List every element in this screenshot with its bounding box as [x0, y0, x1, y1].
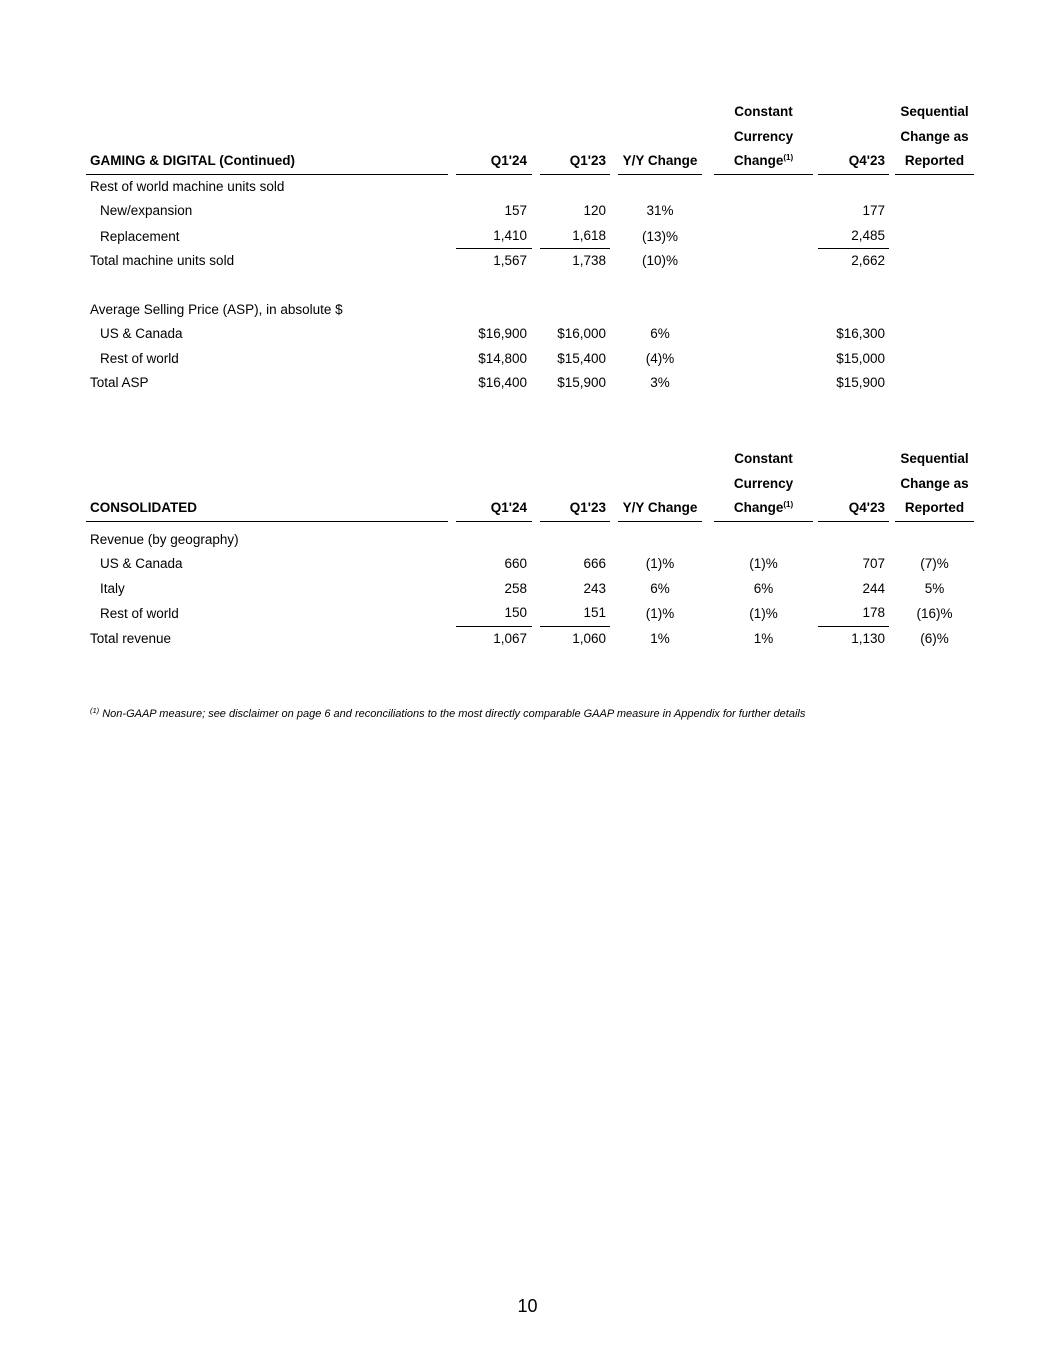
- cell-q1-23: $16,000: [557, 326, 606, 341]
- cell-cc-change: (1)%: [749, 556, 778, 571]
- cell-cc-change: [714, 249, 813, 274]
- cell-yy-change: (10)%: [641, 253, 678, 268]
- table-row: [86, 577, 974, 602]
- cell-q1-24: 1,067: [493, 630, 527, 646]
- section-heading: Average Selling Price (ASP), in absolute $: [90, 301, 343, 317]
- footnote-text: Non-GAAP measure; see disclaimer on page 6 and reconciliations to the most directly comparable GAAP measure in Appendix for further details: [99, 708, 806, 720]
- cell-q1-24: 150: [456, 601, 532, 627]
- header-q1-24: Q1'24: [456, 496, 532, 522]
- cell-q1-23: 243: [583, 580, 606, 596]
- cell-q1-23: $15,900: [557, 375, 606, 390]
- consolidated-table: [86, 447, 974, 651]
- row-label: Rest of world: [100, 350, 179, 366]
- header-sequential-line3: Reported: [895, 496, 974, 522]
- header-yy-change: Y/Y Change: [618, 149, 702, 175]
- header-sequential-line2: Change as: [900, 128, 969, 144]
- cell-q1-24: 1,567: [493, 253, 527, 268]
- header-constant-line2: Currency: [733, 475, 794, 491]
- row-label: Replacement: [100, 228, 180, 244]
- cell-yy-change: (13)%: [641, 228, 678, 244]
- cell-seq-change: (16)%: [916, 606, 953, 621]
- cell-seq-change: (6)%: [920, 630, 949, 646]
- cell-yy-change: 6%: [650, 326, 670, 341]
- cell-yy-change: 6%: [650, 580, 670, 596]
- row-label: Total machine units sold: [90, 253, 235, 268]
- cell-seq-change: 5%: [924, 580, 945, 596]
- cell-seq-change: (7)%: [920, 556, 949, 571]
- header-q1-24: Q1'24: [456, 149, 532, 175]
- cell-yy-change: 3%: [650, 375, 670, 390]
- cell-cc-change: (1)%: [749, 606, 778, 621]
- table-row: [86, 347, 974, 372]
- row-label: Total ASP: [90, 375, 149, 390]
- header-q1-23: Q1'23: [540, 496, 610, 522]
- header-constant-line3: Change$^{(1)}$: [714, 149, 813, 175]
- header-q1-23: Q1'23: [540, 149, 610, 175]
- cell-q4-23: 2,662: [851, 253, 885, 268]
- cell-cc-change: [714, 322, 813, 347]
- cell-q1-23: $15,400: [557, 350, 606, 366]
- section-heading: Revenue (by geography): [90, 531, 239, 547]
- page-number: 10: [517, 1296, 538, 1316]
- table-header-row: [86, 149, 974, 175]
- cell-q4-23: 2,485: [818, 224, 889, 250]
- cell-seq-change: [895, 322, 974, 347]
- row-label: US & Canada: [100, 326, 183, 341]
- total-row: [86, 249, 974, 274]
- cell-q4-23: 178: [818, 601, 889, 627]
- section-heading-row: [86, 175, 974, 200]
- table-row: [86, 552, 974, 577]
- cell-q1-23: 666: [583, 556, 606, 571]
- cell-q4-23: 707: [862, 556, 885, 571]
- row-label: Italy: [100, 580, 125, 596]
- cell-q4-23: $15,000: [836, 350, 885, 366]
- cell-q1-24: 660: [504, 556, 527, 571]
- cell-cc-change: 1%: [753, 630, 774, 646]
- cell-q1-23: 1,738: [572, 253, 606, 268]
- header-constant-line3: Change$^{(1)}$: [714, 496, 813, 522]
- table-row: [86, 601, 974, 627]
- table-row: [86, 224, 974, 250]
- total-row: [86, 627, 974, 652]
- header-sequential-line3: Reported: [895, 149, 974, 175]
- header-q4-23: Q4'23: [818, 149, 889, 175]
- table-row: [86, 322, 974, 347]
- footnote-marker: (1): [90, 706, 100, 715]
- cell-q1-23: 1,060: [572, 630, 606, 646]
- section-heading-row: [86, 528, 974, 553]
- cell-yy-change: 31%: [646, 203, 674, 218]
- header-sequential-line1: Sequential: [900, 451, 969, 466]
- cell-yy-change: (1)%: [645, 556, 675, 571]
- cell-yy-change: 1%: [650, 630, 670, 646]
- header-constant-line1: Constant: [734, 451, 793, 466]
- row-label: New/expansion: [100, 203, 193, 218]
- row-label: US & Canada: [100, 556, 183, 571]
- cell-q1-23: 1,618: [540, 224, 610, 250]
- cell-q1-24: 157: [504, 203, 527, 218]
- cell-cc-change: [714, 199, 813, 224]
- header-yy-change: Y/Y Change: [618, 496, 702, 522]
- cell-q1-24: 258: [504, 580, 527, 596]
- cell-q4-23: 177: [862, 203, 885, 218]
- section-heading: Rest of world machine units sold: [90, 178, 285, 194]
- cell-seq-change: [895, 199, 974, 224]
- cell-cc-change: [714, 347, 813, 372]
- cell-q1-24: 1,410: [456, 224, 532, 250]
- table-title: CONSOLIDATED: [86, 496, 448, 522]
- table-row: [86, 199, 974, 224]
- gaming-digital-table: [86, 100, 974, 396]
- cell-cc-change: [714, 371, 813, 396]
- cell-cc-change: [714, 224, 813, 250]
- row-label: Rest of world: [100, 606, 179, 621]
- header-sequential-line1: Sequential: [900, 104, 969, 119]
- cell-yy-change: (4)%: [645, 350, 675, 366]
- cell-q1-23: 120: [583, 203, 606, 218]
- header-constant-line2: Currency: [733, 128, 794, 144]
- footnote: [90, 708, 805, 720]
- cell-q4-23: $16,300: [836, 326, 885, 341]
- cell-seq-change: [895, 224, 974, 250]
- cell-q1-23: 151: [540, 601, 610, 627]
- cell-q4-23: 1,130: [851, 630, 885, 646]
- header-constant-line1: Constant: [734, 104, 793, 119]
- table-header-row: [86, 496, 974, 522]
- header-q4-23: Q4'23: [818, 496, 889, 522]
- cell-q1-24: $16,400: [478, 375, 527, 390]
- cell-q4-23: 244: [862, 580, 885, 596]
- total-row: [86, 371, 974, 396]
- cell-q4-23: $15,900: [836, 375, 885, 390]
- cell-yy-change: (1)%: [645, 606, 675, 621]
- cell-q1-24: $16,900: [478, 326, 527, 341]
- table-title: GAMING & DIGITAL (Continued): [86, 149, 448, 175]
- cell-q1-24: $14,800: [478, 350, 527, 366]
- cell-seq-change: [895, 347, 974, 372]
- cell-seq-change: [895, 249, 974, 274]
- section-heading-row: [86, 298, 974, 323]
- row-label: Total revenue: [90, 630, 172, 646]
- header-sequential-line2: Change as: [900, 475, 969, 491]
- cell-seq-change: [895, 371, 974, 396]
- cell-cc-change: 6%: [753, 580, 774, 596]
